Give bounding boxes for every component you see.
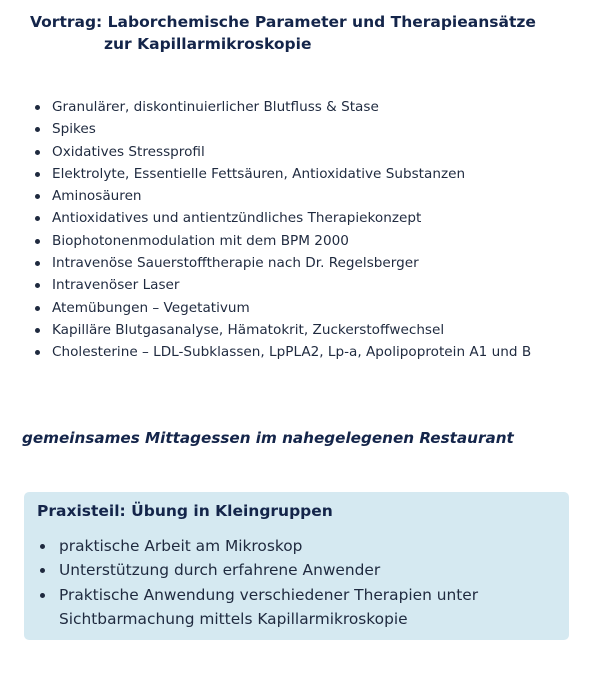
practice-item: Unterstützung durch erfahrene Anwender [37, 558, 557, 582]
lecture-title-line-2: zur Kapillarmikroskopie [104, 35, 312, 53]
topic-item: Intravenöse Sauerstofftherapie nach Dr. Regelsberger [32, 252, 572, 274]
topic-item: Spikes [32, 118, 572, 140]
topic-item: Granulärer, diskontinuierlicher Blutfluss & Stase [32, 96, 572, 118]
topic-item: Aminosäuren [32, 185, 572, 207]
lecture-title-line-1: Vortrag: Laborchemische Parameter und Therapieansätze [30, 13, 536, 31]
practice-list [37, 534, 557, 631]
topic-item: Atemübungen – Vegetativum [32, 297, 572, 319]
topic-item: Oxidatives Stressprofil [32, 141, 572, 163]
practice-title: Praxisteil: Übung in Kleingruppen [37, 502, 333, 520]
practice-item: praktische Arbeit am Mikroskop [37, 534, 557, 558]
lecture-title [30, 11, 575, 55]
topic-item: Elektrolyte, Essentielle Fettsäuren, Antioxidative Substanzen [32, 163, 572, 185]
topic-item: Intravenöser Laser [32, 274, 572, 296]
topic-item: Cholesterine – LDL-Subklassen, LpPLA2, Lp-a, Apolipoprotein A1 und B [32, 341, 572, 363]
topic-item: Biophotonenmodulation mit dem BPM 2000 [32, 230, 572, 252]
lunch-note: gemeinsames Mittagessen im nahegelegenen Restaurant [22, 429, 514, 447]
practice-item: Praktische Anwendung verschiedener Therapien unter Sichtbarmachung mittels Kapillarmikroskopie [37, 583, 557, 632]
topic-item: Antioxidatives und antientzündliches Therapiekonzept [32, 207, 572, 229]
topic-list [32, 96, 572, 364]
practice-box [24, 492, 569, 640]
topic-item: Kapilläre Blutgasanalyse, Hämatokrit, Zuckerstoffwechsel [32, 319, 572, 341]
